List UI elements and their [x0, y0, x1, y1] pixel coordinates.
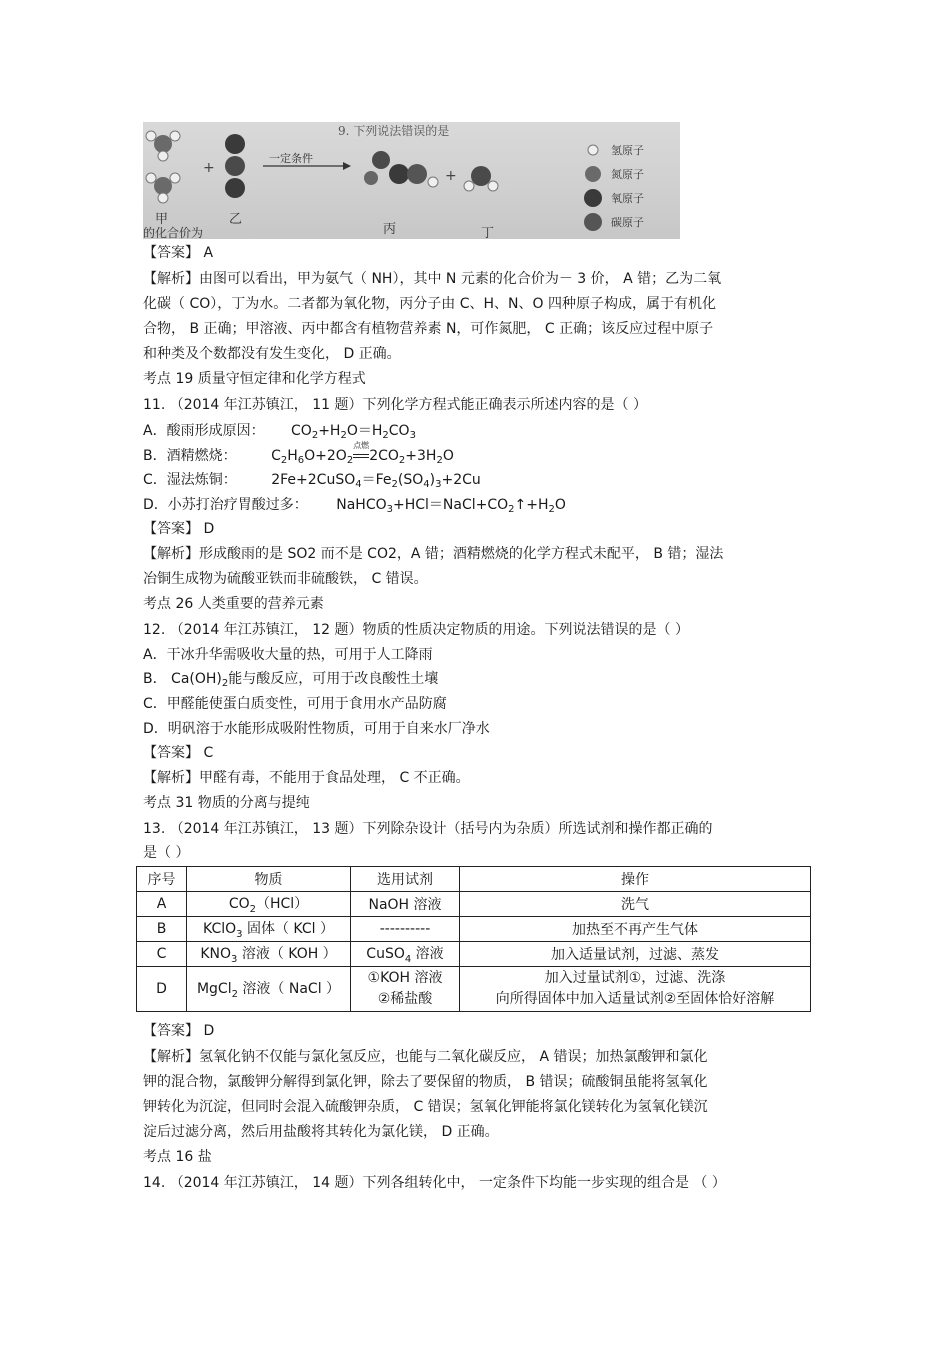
- q10-analysis-line-3: 合物， B 正确；甲溶液、丙中都含有植物营养素 N，可作氮肥， C 正确；该反应过程中原子: [143, 321, 714, 337]
- row-reagent: ----------: [351, 917, 460, 942]
- row-operation: 加热至不再产生气体: [460, 917, 811, 942]
- label-yi: 乙: [229, 212, 243, 227]
- q11-option-b-text: B．酒精燃烧：: [143, 448, 237, 464]
- legend-hydrogen: 氢原子: [611, 144, 644, 157]
- row-id: B: [137, 917, 187, 942]
- legend-nitrogen: 氮原子: [611, 168, 644, 181]
- q12-option-d: D．明矾溶于水能形成吸附性物质，可用于自来水厂净水: [143, 721, 490, 737]
- diagram-question-text: 9. 下列说法错误的是: [338, 124, 450, 138]
- q11-option-b: [143, 441, 454, 466]
- q11-option-c: [143, 471, 481, 489]
- row-reagent: CuSO$_4$ 溶液: [351, 942, 460, 967]
- legend-carbon: 碳原子: [611, 216, 644, 229]
- q11-option-c-equation: $2Fe+2CuSO_4=Fe_2(SO_4)_3+2Cu$: [271, 472, 481, 490]
- q12-option-a: A．干冰升华需吸收大量的热，可用于人工降雨: [143, 647, 433, 663]
- q13-stem-line-2: 是（ ）: [143, 845, 190, 861]
- q11-option-c-text: C．湿法炼铜：: [143, 472, 237, 488]
- table-row: [137, 967, 811, 1012]
- q11-option-a: [143, 422, 416, 440]
- q13-analysis-line-1: 【解析】氢氧化钠不仅能与氯化氢反应，也能与二氧化碳反应， A 错误；加热氯酸钾和氯化: [143, 1049, 708, 1065]
- legend-oxygen: 氧原子: [611, 192, 644, 205]
- row-id: A: [137, 892, 187, 917]
- q12-option-c: C．甲醛能使蛋白质变性，可用于食用水产品防腐: [143, 696, 447, 712]
- table-row: [137, 917, 811, 942]
- q12-stem: 12. （2014 年江苏镇江， 12 题）物质的性质决定物质的用途。下列说法错误的是（ ）: [143, 622, 689, 638]
- row-operation: 加入适量试剂，过滤、蒸发: [460, 942, 811, 967]
- q11-option-d-text: D．小苏打治疗胃酸过多：: [143, 497, 308, 513]
- q12-analysis: 【解析】甲醛有毒，不能用于食品处理， C 不正确。: [143, 770, 470, 786]
- q13-options-table: [136, 866, 811, 1012]
- row-id: C: [137, 942, 187, 967]
- q14-stem: 14. （2014 年江苏镇江， 14 题）下列各组转化中， 一定条件下均能一步实现的组合是 （ ）: [143, 1175, 726, 1191]
- row-substance: $KNO_3$ 溶液（ KOH ）: [187, 942, 351, 967]
- q11-option-a-equation: $CO_2+H_2O=H_2CO_3$: [291, 423, 416, 441]
- q12-answer: 【答案】 C: [143, 745, 214, 761]
- q11-option-b-equation: $C_2H_6O+2O_2$ 点燃 $2CO_2+3H_2O$: [271, 441, 454, 466]
- arrow-label: 一定条件: [269, 152, 313, 165]
- q13-stem-line-1: 13. （2014 年江苏镇江， 13 题）下列除杂设计（括号内为杂质）所选试剂和操作都正确的: [143, 821, 713, 837]
- q10-analysis-line-1: 【解析】由图可以看出，甲为氨气（ NH），其中 N 元素的化合价为－ 3 价， A 错；乙为二氧: [143, 271, 722, 287]
- reaction-diagram-image: [143, 122, 680, 239]
- q13-analysis-line-2: 钾的混合物，氯酸钾分解得到氯化钾，除去了要保留的物质， B 错误；硫酸铜虽能将氢氧化: [143, 1074, 708, 1090]
- q10-analysis-line-2: 化碳（ CO），丁为水。二者都为氧化物，丙分子由 C、H、N、O 四种原子构成，属于有机化: [143, 296, 716, 312]
- svg-text:+: +: [445, 168, 457, 184]
- q11-stem: 11. （2014 年江苏镇江， 11 题）下列化学方程式能正确表示所述内容的是（ ）: [143, 397, 647, 413]
- svg-text:+: +: [203, 160, 215, 176]
- row-reagent: ①KOH 溶液 ②稀盐酸: [351, 967, 460, 1012]
- q13-answer: 【答案】 D: [143, 1023, 215, 1039]
- table-row: [137, 942, 811, 967]
- label-partial: 的化合价为: [143, 226, 204, 239]
- row-operation: 洗气: [460, 892, 811, 917]
- table-row: [137, 892, 811, 917]
- table-header-row: [137, 867, 811, 892]
- q13-analysis-line-3: 钾转化为沉淀，但同时会混入硫酸钾杂质， C 错误；氢氧化钾能将氯化镁转化为氢氧化镁沉: [143, 1099, 708, 1115]
- label-jia: 甲: [155, 212, 169, 227]
- q10-answer: 【答案】 A: [143, 245, 214, 261]
- q11-option-a-text: A．酸雨形成原因：: [143, 423, 265, 439]
- header-cell: 序号: [137, 867, 187, 892]
- header-cell: 选用试剂: [351, 867, 460, 892]
- molecule-illustration: [143, 122, 680, 239]
- header-cell: 操作: [460, 867, 811, 892]
- q12-option-b-text: 能与酸反应，可用于改良酸性土壤: [228, 671, 439, 687]
- knowledge-point-16: 考点 16 盐: [143, 1149, 212, 1165]
- header-cell: 物质: [187, 867, 351, 892]
- q10-analysis-line-4: 和种类及个数都没有发生变化， D 正确。: [143, 346, 401, 362]
- knowledge-point-19: 考点 19 质量守恒定律和化学方程式: [143, 371, 366, 387]
- q11-option-d: [143, 496, 566, 514]
- knowledge-point-26: 考点 26 人类重要的营养元素: [143, 596, 324, 612]
- row-substance: KClO$_3$ 固体（ KCl ）: [187, 917, 351, 942]
- row-substance: MgCl$_2$ 溶液（ NaCl ）: [187, 967, 351, 1012]
- row-id: D: [137, 967, 187, 1012]
- label-ding: 丁: [481, 226, 495, 239]
- q12-option-b: B． $Ca(OH)_2$能与酸反应，可用于改良酸性土壤: [143, 671, 439, 689]
- q11-option-d-equation: $NaHCO_3+HCl=NaCl+CO_2↑+H_2O$: [336, 497, 566, 515]
- row-reagent: NaOH 溶液: [351, 892, 460, 917]
- q13-analysis-line-4: 淀后过滤分离，然后用盐酸将其转化为氯化镁， D 正确。: [143, 1124, 499, 1140]
- q11-analysis-line-1: 【解析】形成酸雨的是 SO2 而不是 CO2，A 错；酒精燃烧的化学方程式未配平， B 错；湿法: [143, 546, 724, 562]
- knowledge-point-31: 考点 31 物质的分离与提纯: [143, 795, 310, 811]
- q11-analysis-line-2: 冶铜生成物为硫酸亚铁而非硫酸铁， C 错误。: [143, 571, 428, 587]
- q11-answer: 【答案】 D: [143, 521, 215, 537]
- row-substance: $CO_2(HCl)$: [187, 892, 351, 917]
- row-operation: 加入过量试剂①，过滤、洗涤 向所得固体中加入适量试剂②至固体恰好溶解: [460, 967, 811, 1012]
- label-bing: 丙: [383, 222, 397, 237]
